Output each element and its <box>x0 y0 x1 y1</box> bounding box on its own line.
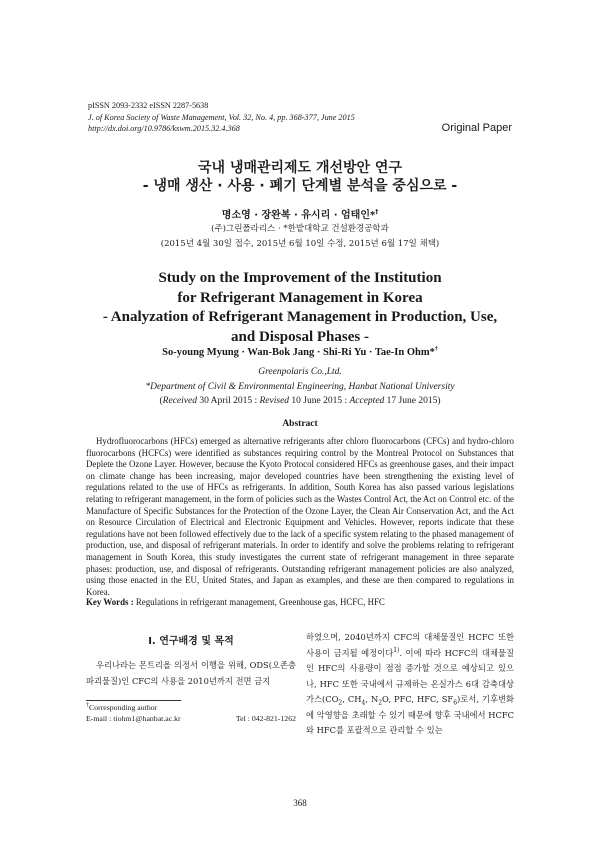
received-label: Received <box>162 396 197 406</box>
english-title-line2: for Refrigerant Management in Korea <box>177 289 423 306</box>
footnote-email[interactable]: E-mail : tiohm1@hanbat.ac.kr <box>86 713 181 723</box>
received-date: 30 April 2015 : <box>196 396 260 406</box>
subscript-co2: 2 <box>338 699 343 707</box>
right-text-5: O, PFC, HFC, SF <box>382 694 454 704</box>
dates-open: ( <box>159 396 163 406</box>
english-title-line4: and Disposal Phases - <box>231 328 369 345</box>
english-affiliation2: *Department of Civil & Environmental Engineering, Hanbat National University <box>145 381 455 392</box>
citation-line: J. of Korea Society of Waste Management, Vol. 32, No. 4, pp. 368-377, June 2015 <box>88 112 355 122</box>
footnote-divider <box>86 700 181 701</box>
section1-right-column <box>306 630 514 739</box>
right-text-3: , CH <box>342 694 362 704</box>
subscript-n2o: 2 <box>378 699 383 707</box>
right-text-2: . 이에 따라 HCFC의 대체물질인 HFC의 사용량이 점점 증가할 것으로 예상되고 있으나, HFC 또한 국내에서 규제하는 온실가스 6대 감축대상가스(CO <box>306 647 514 704</box>
english-corresponding-mark: † <box>434 346 438 353</box>
korean-title-line1: 국내 냉매관리제도 개선방안 연구 <box>198 160 402 176</box>
korean-title <box>60 159 540 195</box>
accepted-date: 17 June 2015) <box>384 396 441 406</box>
journal-metadata <box>88 100 408 135</box>
english-title-line1: Study on the Improvement of the Institution <box>158 270 442 286</box>
english-title <box>60 269 540 347</box>
english-author-names: So-young Myung · Wan-Bok Jang · Shi-Ri Yu · Tae-In Ohm* <box>162 347 435 358</box>
page-number: 368 <box>293 798 307 808</box>
korean-affiliation: (주)그린폴라리스 · *한밭대학교 건설환경공학과 <box>211 224 389 234</box>
korean-title-line2: - 냉매 생산 · 사용 · 폐기 단계별 분석을 중심으로 - <box>142 178 458 194</box>
korean-authors <box>60 206 540 221</box>
korean-author-names: 명소영 · 장완복 · 유시리 · 엄태인* <box>221 210 376 221</box>
english-title-line3: - Analyzation of Refrigerant Management in Production, Use, <box>102 309 498 325</box>
footnote-label: Corresponding author <box>89 703 158 712</box>
abstract-heading: Abstract <box>282 419 318 429</box>
subscript-ch4: 4 <box>361 699 366 707</box>
footnote <box>86 703 296 724</box>
issn-line: pISSN 2093-2332 eISSN 2287-5638 <box>88 101 209 110</box>
revised-label: Revised <box>259 396 290 406</box>
footnote-contact <box>86 714 296 725</box>
corresponding-mark: † <box>375 208 379 216</box>
revised-date: 10 June 2015 : <box>289 396 350 406</box>
keywords-value: Regulations in refrigerant management, Greenhouse gas, HCFC, HFC <box>135 597 385 607</box>
accepted-label: Accepted <box>349 396 385 406</box>
english-affiliation1: Greenpolaris Co.,Ltd. <box>258 367 342 377</box>
reference-marker-1: 1) <box>393 646 400 654</box>
footnote-mark: † <box>86 702 89 709</box>
abstract-body: Hydrofluorocarbons (HFCs) emerged as alternative refrigerants after chloro fluorocarbons (CFCs) and hydro-chloro fluorocarbons (HCFCs) were identified as substances requiring control by the Montreal Protocol on Substances that Deplete the Ozone Layer. However, because the Kyoto Protocol considered HFCs as greenhouse gases, and their impact on climate change has been increasing, major developed countries have been strengthening the existing level of regulations related to the use of HFCs as refrigerants. In addition, South Korea has also passed various legislations relating to refrigerant management, in the form of policies such as the Wastes Control Act, the Act on Control etc. of the Manufacture of Specific Substances for the Protection of the Ozone Layer, the Clean Air Conservation Act, and the Act on Resource Circulation of Electrical and Electronic Equipment and Vehicles. However, reports indicate that these regulations have not been followed effectively due to the lack of a specific system relating to the phased management of production, use, and disposal of refrigerant materials. In order to identify and solve the problems relating to refrigerant management in South Korea, this study investigates the current state of refrigerant management in three separate phases: production, use, and disposal of refrigerants. Outstanding refrigerant management policies are also analyzed, using those enacted in the EU, United States, and Japan as examples, and these are then compared to regulations in Korea. <box>86 436 514 597</box>
english-authors <box>60 347 540 358</box>
footnote-tel: Tel : 042-821-1262 <box>235 713 296 723</box>
article-type-label: Original Paper <box>441 122 512 134</box>
keywords-label: Key Words : <box>86 597 136 607</box>
right-text-1: 하였으며, 2040년까지 CFC의 대체물질인 HCFC 또한 사용이 금지될 예정이다 <box>306 632 514 658</box>
english-affiliation-block <box>60 365 540 409</box>
english-dates <box>60 394 540 409</box>
subscript-sf6: 6 <box>453 699 458 707</box>
footnote-label-line <box>86 703 296 714</box>
keywords-line <box>86 597 514 607</box>
korean-dates: (2015년 4월 30일 접수, 2015년 6월 10일 수정, 2015년 6월 17일 채택) <box>160 239 440 249</box>
doi-link[interactable]: http://dx.doi.org/10.9786/kswm.2015.32.4.368 <box>88 124 240 133</box>
right-text-4: , N <box>365 694 379 704</box>
section1-heading: I. 연구배경 및 목적 <box>148 636 234 647</box>
right-text-6: )로서, 기후변화에 악영향을 초래할 수 있기 때문에 향후 국내에서 HCFC와 HFC를 포괄적으로 관리할 수 있는 <box>306 694 514 735</box>
korean-affiliation-block <box>60 222 540 252</box>
section1-left-column: 우리나라는 몬트리올 의정서 이행을 위해, ODS(오존층파괴물질)인 CFC의 사용을 2010년까지 전면 금지 <box>86 660 296 686</box>
